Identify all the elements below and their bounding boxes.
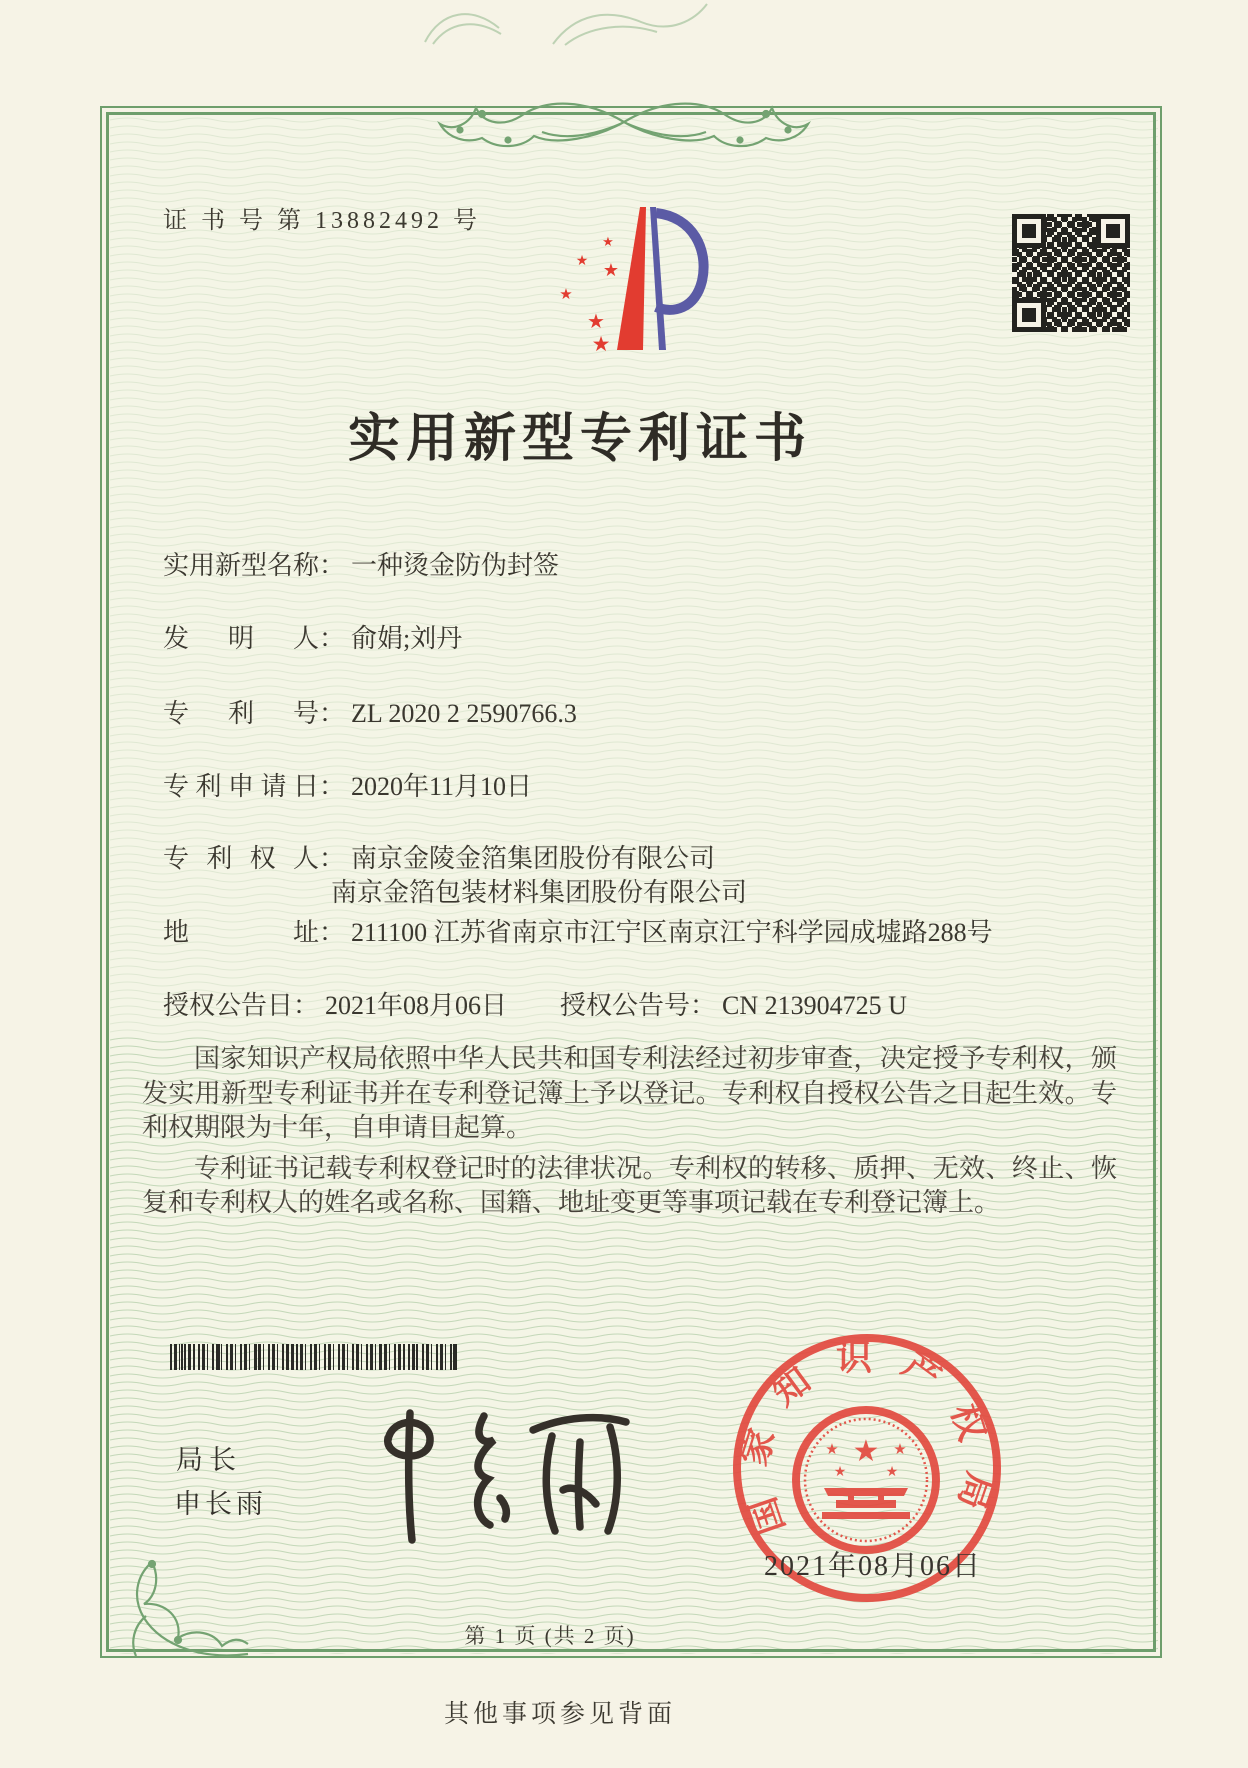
field-label: 地址: [163, 918, 319, 947]
field-row-address: [163, 912, 993, 949]
signatory-name: 申长雨: [174, 1489, 267, 1519]
qr-finder-icon: [1012, 298, 1046, 332]
legal-text-block: [142, 1042, 1117, 1227]
top-edge-ornament-icon: [415, 0, 510, 46]
svg-text:★: ★: [559, 287, 573, 303]
field-row-grant-no: [560, 985, 907, 1022]
field-label: 授权公告日: [163, 991, 294, 1020]
field-colon: ：: [690, 991, 717, 1020]
field-colon: ：: [319, 624, 346, 653]
field-label: 专利号: [163, 699, 319, 728]
legal-paragraph: 专利证书记载专利权登记时的法律状况。专利权的转移、质押、无效、终止、恢复和专利权人的姓名或名称、国籍、地址变更等事项记载在专利登记簿上。: [142, 1153, 1117, 1217]
cnipa-logo-icon: [535, 195, 735, 355]
field-row-grant-date: [163, 985, 507, 1022]
field-row-name: [163, 545, 559, 582]
svg-text:★: ★: [833, 1465, 847, 1480]
field-label: 发明人: [163, 624, 319, 653]
certificate-title: 实用新型专利证书: [347, 411, 812, 468]
top-edge-ornament-icon: [545, 0, 715, 46]
svg-text:★: ★: [602, 260, 620, 280]
signatory-title: 局长: [176, 1445, 242, 1475]
qr-finder-icon: [1096, 214, 1130, 248]
svg-text:★: ★: [591, 332, 611, 355]
signature-icon: [358, 1398, 650, 1550]
field-value-second-patentee: 南京金箔包装材料集团股份有限公司: [331, 878, 748, 907]
svg-text:★: ★: [587, 311, 605, 333]
svg-text:★: ★: [885, 1465, 899, 1480]
field-value: 2021年08月06日: [325, 991, 508, 1020]
field-value: ZL 2020 2 2590766.3: [351, 699, 577, 728]
seal-date: 2021年08月06日: [764, 1551, 983, 1582]
field-colon: ：: [319, 918, 346, 947]
field-value: 一种烫金防伪封签: [351, 551, 560, 580]
svg-text:★: ★: [893, 1442, 907, 1458]
field-label: 实用新型名称: [163, 551, 320, 580]
field-colon: ：: [319, 772, 346, 801]
field-colon: ：: [319, 551, 346, 580]
svg-text:★: ★: [602, 234, 614, 249]
top-flourish-ornament-icon: [424, 84, 824, 158]
field-value: 211100 江苏省南京市江宁区南京江宁科学园成墟路288号: [351, 918, 993, 947]
field-row-patent-no: [163, 693, 577, 730]
field-label: 专利申请日: [163, 772, 319, 801]
field-row-filing-date: [163, 766, 532, 803]
svg-text:★: ★: [852, 1435, 880, 1468]
qr-code: [1012, 214, 1130, 332]
field-colon: ：: [293, 991, 320, 1020]
legal-paragraph: 国家知识产权局依照中华人民共和国专利法经过初步审查，决定授予专利权，颁发实用新型专利证书并在专利登记簿上予以登记。专利权自授权公告之日起生效。专利权期限为十年，自申请日起算。: [142, 1044, 1117, 1142]
seal-text: 国家知识产权局: [733, 1337, 1001, 1540]
qr-finder-icon: [1012, 214, 1046, 248]
field-value: CN 213904725 U: [722, 991, 907, 1020]
barcode: [170, 1344, 458, 1370]
field-value: 2020年11月10日: [351, 772, 533, 801]
svg-text:★: ★: [825, 1442, 839, 1458]
page-number: 第 1 页 (共 2 页): [464, 1624, 636, 1648]
field-row-patentee: [163, 838, 715, 875]
certificate-number: 证 书 号 第 13882492 号: [163, 208, 481, 234]
svg-text:★: ★: [575, 254, 589, 269]
footer-note: 其他事项参见背面: [443, 1701, 676, 1728]
field-label: 专利权人: [163, 844, 319, 873]
field-value: 南京金陵金箔集团股份有限公司: [351, 844, 716, 873]
field-colon: ：: [319, 844, 346, 873]
field-colon: ：: [319, 699, 346, 728]
field-row-inventor: [163, 618, 462, 655]
field-value: 俞娟;刘丹: [351, 624, 463, 653]
field-label: 授权公告号: [560, 991, 691, 1020]
corner-flourish-ornament-icon: [106, 1552, 256, 1664]
